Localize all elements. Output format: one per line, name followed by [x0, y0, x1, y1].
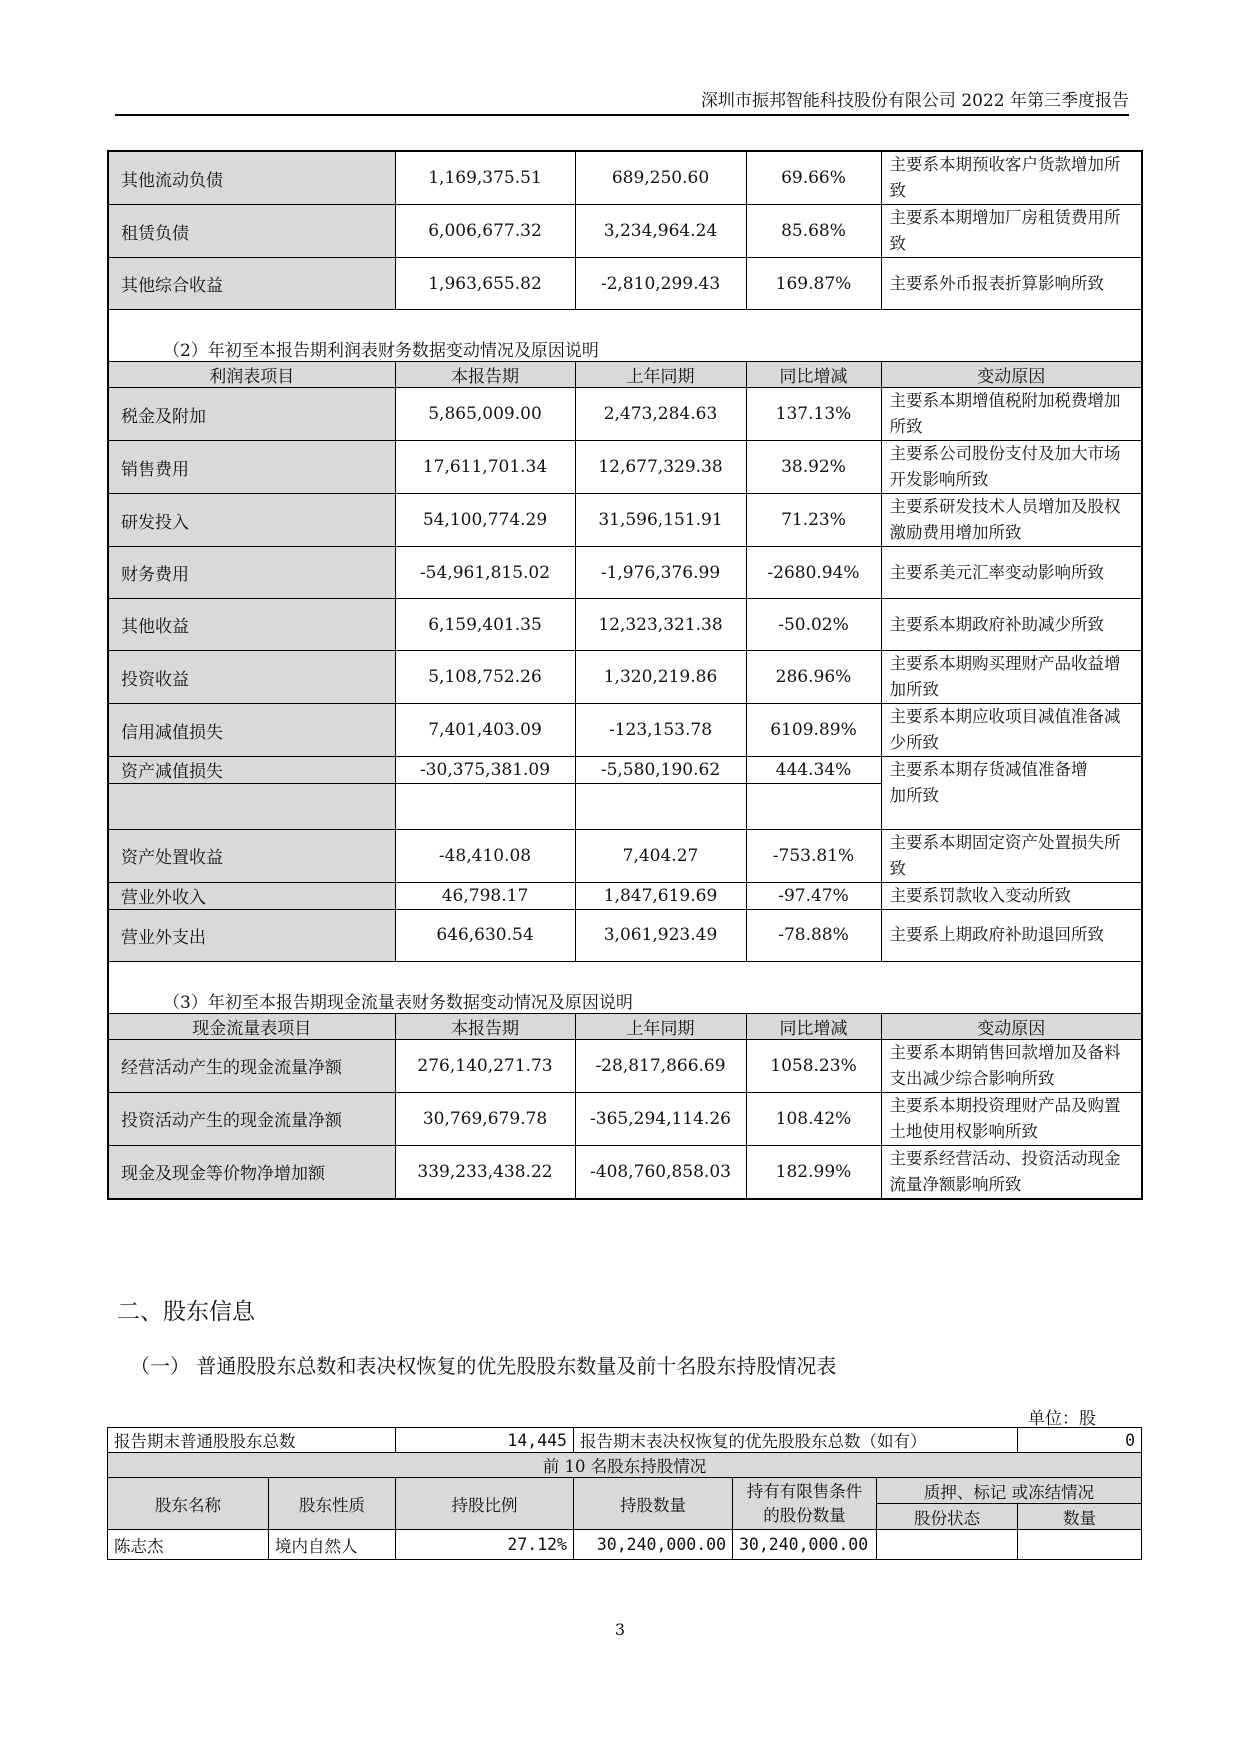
row-current-value: 30,769,679.78	[395, 1092, 575, 1145]
total-shareholders-value: 14,445	[396, 1428, 574, 1453]
row-reason: 主要系公司股份支付及加大市场开发影响所致	[881, 441, 1142, 494]
row-change: 169.87%	[746, 258, 881, 310]
header-previous: 上年同期	[575, 362, 746, 388]
table-row	[108, 882, 1142, 909]
section-caption-text: （2）年初至本报告期利润表财务数据变动情况及原因说明	[163, 341, 599, 361]
row-current-value: 5,108,752.26	[395, 651, 575, 704]
row-current-value: 6,006,677.32	[395, 205, 575, 258]
row-item: 资产处置收益	[108, 829, 395, 882]
unit-label: 单位：股	[1028, 1409, 1096, 1429]
row-current-value: 276,140,271.73	[395, 1039, 575, 1092]
row-item-empty	[108, 783, 395, 829]
table-row	[108, 494, 1142, 547]
shareholder-status	[877, 1530, 1018, 1560]
col-name-header: 股东名称	[108, 1478, 269, 1530]
table-row	[108, 151, 1142, 205]
table-row	[108, 441, 1142, 494]
row-item: 销售费用	[108, 441, 395, 494]
table-row	[108, 205, 1142, 258]
row-item: 其他流动负债	[108, 151, 395, 205]
row-previous-value: -28,817,866.69	[575, 1039, 746, 1092]
row-reason: 主要系本期预收客户货款增加所致	[881, 151, 1142, 205]
row-item: 税金及附加	[108, 388, 395, 441]
table-row	[108, 909, 1142, 961]
row-current-value: 7,401,403.09	[395, 704, 575, 757]
col-ratio-header: 持股比例	[396, 1478, 574, 1530]
row-current-value: 1,169,375.51	[395, 151, 575, 205]
row-item: 投资活动产生的现金流量净额	[108, 1092, 395, 1145]
table-row	[108, 829, 1142, 882]
table-row	[108, 1039, 1142, 1092]
row-previous-value: 7,404.27	[575, 829, 746, 882]
header-change: 同比增减	[746, 362, 881, 388]
row-change: 38.92%	[746, 441, 881, 494]
row-reason: 主要系本期应收项目减值准备减少所致	[881, 704, 1142, 757]
header-item: 利润表项目	[108, 362, 395, 388]
row-current-value: 339,233,438.22	[395, 1145, 575, 1199]
row-current-value: 1,963,655.82	[395, 258, 575, 310]
row-item: 其他收益	[108, 599, 395, 651]
col-restricted-header: 持有有限售条件的股份数量	[733, 1478, 877, 1530]
shareholder-nature: 境内自然人	[269, 1530, 396, 1560]
row-change: -78.88%	[746, 909, 881, 961]
header-reason: 变动原因	[881, 1013, 1142, 1039]
section-caption	[108, 961, 1142, 1013]
row-change: -97.47%	[746, 882, 881, 909]
row-change: -753.81%	[746, 829, 881, 882]
row-previous-value: -1,976,376.99	[575, 547, 746, 599]
row-previous-value: 12,323,321.38	[575, 599, 746, 651]
section-title: 二、股东信息	[117, 1299, 255, 1325]
row-reason: 主要系本期投资理财产品及购置土地使用权影响所致	[881, 1092, 1142, 1145]
table-row	[108, 1145, 1142, 1199]
row-reason: 主要系本期增值税附加税费增加所致	[881, 388, 1142, 441]
pref-shareholders-label: 报告期末表决权恢复的优先股股东总数（如有）	[574, 1428, 1018, 1453]
row-change: 1058.23%	[746, 1039, 881, 1092]
header-current: 本报告期	[395, 362, 575, 388]
row-item: 财务费用	[108, 547, 395, 599]
row-change: 6109.89%	[746, 704, 881, 757]
report-header: 深圳市振邦智能科技股份有限公司 2022 年第三季度报告	[700, 91, 1129, 111]
header-change: 同比增减	[746, 1013, 881, 1039]
total-shareholders-label: 报告期末普通股股东总数	[108, 1428, 396, 1453]
row-reason: 主要系罚款收入变动所致	[881, 882, 1142, 909]
row-item: 其他综合收益	[108, 258, 395, 310]
row-current-empty	[395, 783, 575, 829]
header-previous: 上年同期	[575, 1013, 746, 1039]
col-qty-header: 持股数量	[574, 1478, 733, 1530]
row-current-value: 646,630.54	[395, 909, 575, 961]
row-reason: 主要系美元汇率变动影响所致	[881, 547, 1142, 599]
header-item: 现金流量表项目	[108, 1013, 395, 1039]
row-previous-value: -123,153.78	[575, 704, 746, 757]
page-number: 3	[614, 1620, 626, 1639]
top10-title: 前 10 名股东持股情况	[108, 1453, 1142, 1478]
col-pledge-header: 质押、标记 或冻结情况	[877, 1478, 1142, 1504]
row-current-value: 54,100,774.29	[395, 494, 575, 547]
row-previous-value: -365,294,114.26	[575, 1092, 746, 1145]
row-item: 经营活动产生的现金流量净额	[108, 1039, 395, 1092]
row-item: 现金及现金等价物净增加额	[108, 1145, 395, 1199]
row-previous-value: -2,810,299.43	[575, 258, 746, 310]
row-reason: 主要系经营活动、投资活动现金流量净额影响所致	[881, 1145, 1142, 1199]
row-current-value: -54,961,815.02	[395, 547, 575, 599]
row-item: 信用减值损失	[108, 704, 395, 757]
table-row	[108, 388, 1142, 441]
row-previous-value: 12,677,329.38	[575, 441, 746, 494]
table-row	[108, 599, 1142, 651]
row-item: 租赁负债	[108, 205, 395, 258]
row-change: 85.68%	[746, 205, 881, 258]
col-amount-header: 数量	[1018, 1504, 1142, 1530]
row-reason: 主要系本期政府补助减少所致	[881, 599, 1142, 651]
row-change: -2680.94%	[746, 547, 881, 599]
row-item: 投资收益	[108, 651, 395, 704]
section-subtitle: （一） 普通股股东总数和表决权恢复的优先股股东数量及前十名股东持股情况表	[130, 1354, 837, 1378]
row-previous-value: 2,473,284.63	[575, 388, 746, 441]
row-change: 137.13%	[746, 388, 881, 441]
row-current-value: 6,159,401.35	[395, 599, 575, 651]
row-reason: 主要系本期固定资产处置损失所致	[881, 829, 1142, 882]
row-previous-value: 31,596,151.91	[575, 494, 746, 547]
shareholder-qty: 30,240,000.00	[574, 1530, 733, 1560]
row-previous-value: 689,250.60	[575, 151, 746, 205]
table-row	[108, 757, 1142, 784]
table-row	[108, 704, 1142, 757]
section-caption-text: （3）年初至本报告期现金流量表财务数据变动情况及原因说明	[163, 992, 633, 1013]
row-previous-value: 1,847,619.69	[575, 882, 746, 909]
shareholder-name: 陈志杰	[108, 1530, 269, 1560]
col-status-header: 股份状态	[877, 1504, 1018, 1530]
row-item: 营业外收入	[108, 882, 395, 909]
row-change: 182.99%	[746, 1145, 881, 1199]
row-change: 286.96%	[746, 651, 881, 704]
row-change: 69.66%	[746, 151, 881, 205]
row-change: 71.23%	[746, 494, 881, 547]
row-current-value: -30,375,381.09	[395, 757, 575, 784]
section-caption	[108, 310, 1142, 362]
row-current-value: 46,798.17	[395, 882, 575, 909]
col-nature-header: 股东性质	[269, 1478, 396, 1530]
shareholder-table	[107, 1427, 1142, 1560]
row-item: 研发投入	[108, 494, 395, 547]
row-change: 108.42%	[746, 1092, 881, 1145]
row-previous-value: -5,580,190.62	[575, 757, 746, 784]
table-row	[108, 783, 1142, 829]
row-reason: 主要系本期销售回款增加及备料支出减少综合影响所致	[881, 1039, 1142, 1092]
row-previous-value: 1,320,219.86	[575, 651, 746, 704]
row-reason: 主要系本期存货减值准备增	[881, 757, 1142, 784]
row-item: 资产减值损失	[108, 757, 395, 784]
pref-shareholders-value: 0	[1018, 1428, 1142, 1453]
header-reason: 变动原因	[881, 362, 1142, 388]
table-row	[108, 1092, 1142, 1145]
shareholder-restricted: 30,240,000.00	[733, 1530, 877, 1560]
row-reason: 主要系本期购买理财产品收益增加所致	[881, 651, 1142, 704]
row-change: 444.34%	[746, 757, 881, 784]
row-reason: 主要系外币报表折算影响所致	[881, 258, 1142, 310]
shareholder-ratio: 27.12%	[396, 1530, 574, 1560]
row-previous-empty	[575, 783, 746, 829]
row-reason: 主要系本期增加厂房租赁费用所致	[881, 205, 1142, 258]
header-current: 本报告期	[395, 1013, 575, 1039]
row-current-value: 17,611,701.34	[395, 441, 575, 494]
row-current-value: 5,865,009.00	[395, 388, 575, 441]
row-previous-value: -408,760,858.03	[575, 1145, 746, 1199]
shareholder-row	[108, 1530, 1142, 1560]
row-item: 营业外支出	[108, 909, 395, 961]
table-row	[108, 258, 1142, 310]
row-change-empty	[746, 783, 881, 829]
row-current-value: -48,410.08	[395, 829, 575, 882]
financial-change-table	[107, 150, 1143, 1200]
row-reason: 主要系研发技术人员增加及股权激励费用增加所致	[881, 494, 1142, 547]
row-previous-value: 3,061,923.49	[575, 909, 746, 961]
row-change: -50.02%	[746, 599, 881, 651]
row-reason-continued: 加所致	[881, 783, 1142, 829]
table-row	[108, 547, 1142, 599]
header-rule	[115, 114, 1129, 116]
table-row	[108, 651, 1142, 704]
row-reason: 主要系上期政府补助退回所致	[881, 909, 1142, 961]
row-previous-value: 3,234,964.24	[575, 205, 746, 258]
shareholder-amount	[1018, 1530, 1142, 1560]
